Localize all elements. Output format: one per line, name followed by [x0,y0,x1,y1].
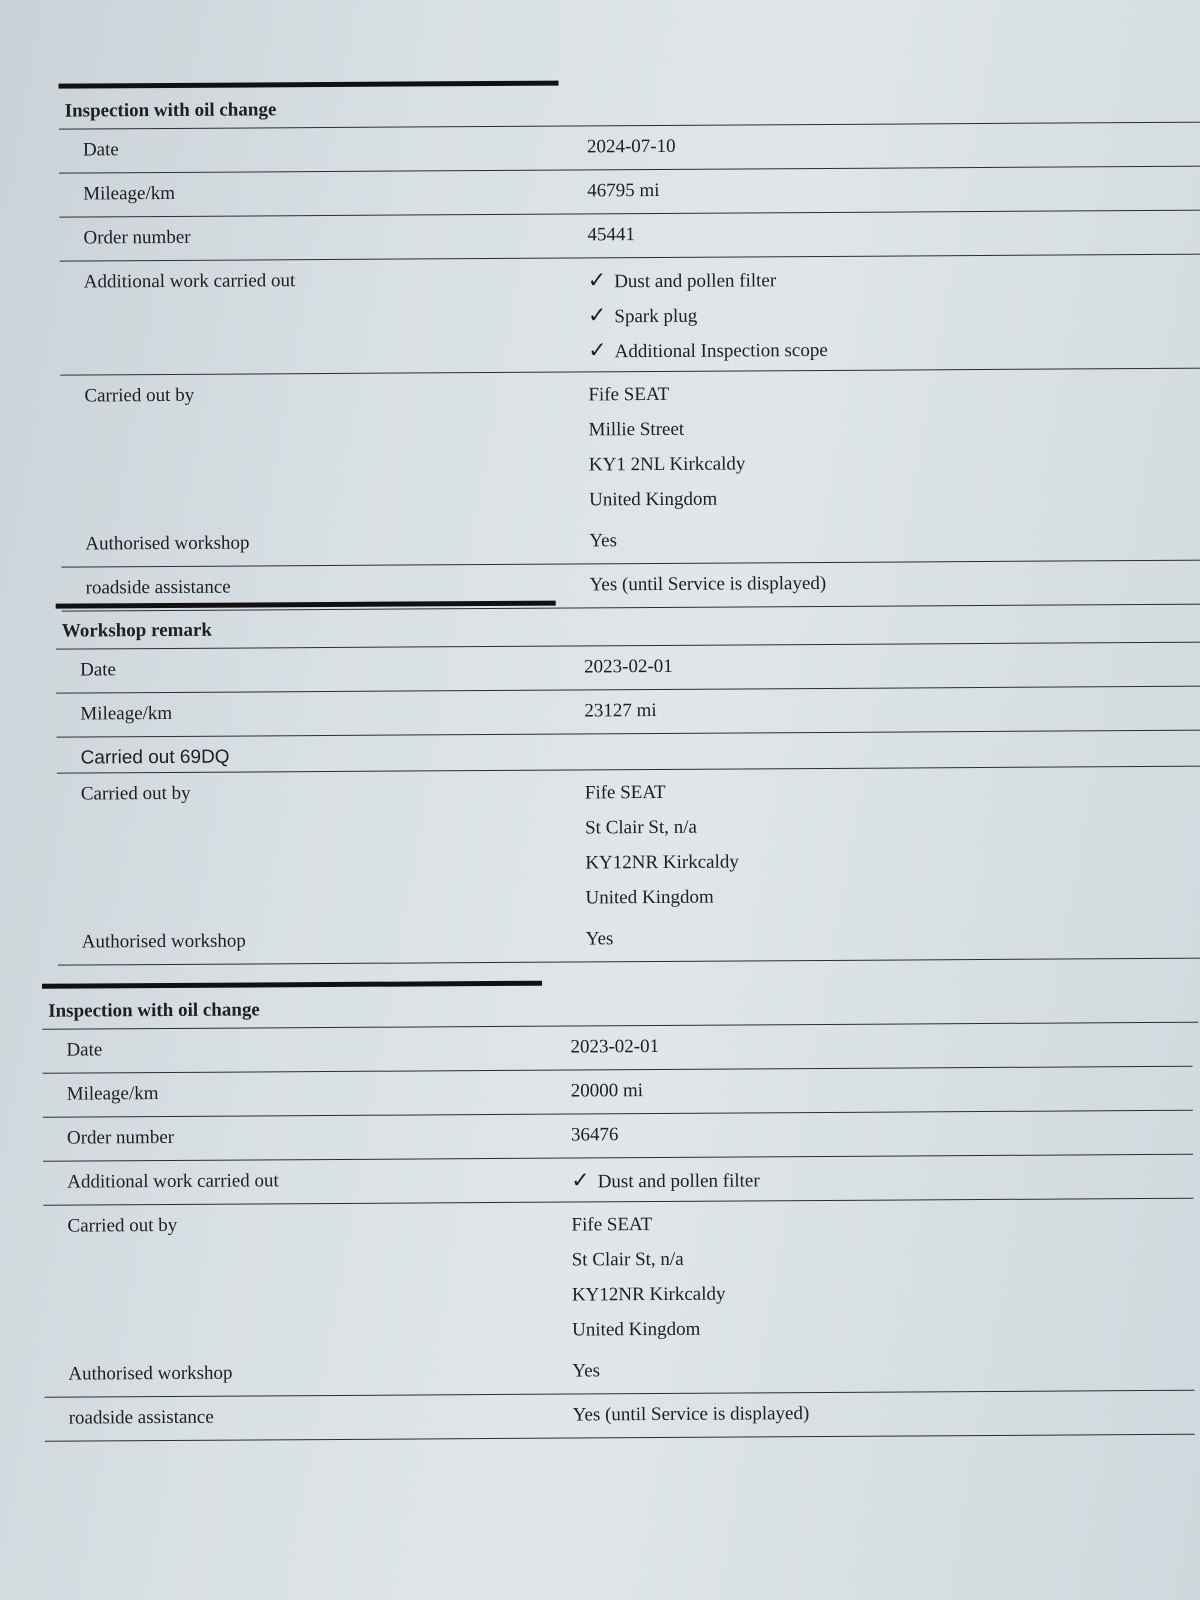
authorised-value: Yes [572,1360,601,1382]
workshop-name: Fife SEAT [571,1214,653,1236]
carried-out-by-label: Carried out by [80,782,191,805]
authorised-row [61,517,1200,568]
section-title: Inspection with oil change [59,82,1200,130]
roadside-row [45,1391,1195,1442]
date-value: 2024-07-10 [586,135,676,158]
mileage-label: Mileage/km [66,1083,159,1105]
mileage-value: 46795 mi [587,179,660,202]
authorised-label: Authorised workshop [85,532,250,555]
workshop-street: Millie Street [588,418,685,441]
workshop-city: KY12NR Kirkcaldy [571,1283,726,1306]
mileage-row [59,167,1200,218]
additional-work-row [43,1155,1193,1206]
mileage-value: 20000 mi [570,1080,644,1102]
date-label: Date [66,1039,103,1061]
order-value: 36476 [570,1124,619,1146]
date-value: 2023-02-01 [570,1035,660,1058]
authorised-value: Yes [585,928,614,950]
work-item: ✓ Additional Inspection scope [588,333,1200,372]
order-label: Order number [66,1126,175,1149]
additional-work-label: Additional work carried out [67,1170,279,1193]
workshop-country: United Kingdom [572,1318,701,1341]
workshop-street: St Clair St, n/a [571,1248,684,1271]
workshop-name: Fife SEAT [584,781,666,804]
carried-out-by-label: Carried out by [84,384,195,407]
mileage-value: 23127 mi [584,700,657,722]
order-value: 45441 [587,224,636,246]
section-title: Workshop remark [56,602,1200,650]
date-row [56,643,1200,694]
authorised-value: Yes [589,530,618,552]
workshop-name: Fife SEAT [588,383,670,406]
carried-out-by-label: Carried out by [67,1214,178,1237]
date-row [59,123,1200,174]
carried-out-by-row [60,369,1200,524]
carried-out-by-row [43,1199,1194,1354]
workshop-country: United Kingdom [585,886,714,909]
service-entry-2 [56,596,1200,965]
authorised-label: Authorised workshop [68,1362,233,1385]
mileage-label: Mileage/km [80,702,173,725]
date-label: Date [80,659,117,681]
date-value: 2023-02-01 [584,655,673,678]
mileage-row [43,1067,1193,1118]
order-label: Order number [83,226,191,249]
order-row [59,211,1200,262]
workshop-city: KY12NR Kirkcaldy [585,851,739,874]
order-row [43,1111,1193,1162]
workshop-country: United Kingdom [589,488,718,511]
additional-work-row [60,255,1200,376]
service-entry-1 [59,76,1200,611]
mileage-label: Mileage/km [83,182,176,205]
carried-out-by-row [57,767,1200,922]
service-entry-3 [42,976,1200,1441]
date-row [42,1023,1192,1074]
roadside-value: Yes (until Service is displayed) [589,572,827,596]
authorised-row [58,915,1200,966]
workshop-street: St Clair St, n/a [585,816,698,839]
work-item: ✓ Spark plug [588,298,1200,337]
roadside-label: roadside assistance [85,576,231,599]
carried-out-code: Carried out 69DQ [80,746,230,769]
roadside-value: Yes (until Service is displayed) [572,1403,810,1426]
mileage-row [56,687,1200,738]
roadside-label: roadside assistance [68,1406,214,1429]
work-item: ✓ Dust and pollen filter [588,263,1200,302]
workshop-city: KY1 2NL Kirkcaldy [588,453,746,476]
date-label: Date [82,139,119,161]
section-title: Inspection with oil change [42,982,1198,1030]
authorised-row [44,1347,1194,1398]
work-item: ✓ Dust and pollen filter [571,1163,1193,1202]
authorised-label: Authorised workshop [81,930,246,953]
additional-work-label: Additional work carried out [83,270,296,293]
